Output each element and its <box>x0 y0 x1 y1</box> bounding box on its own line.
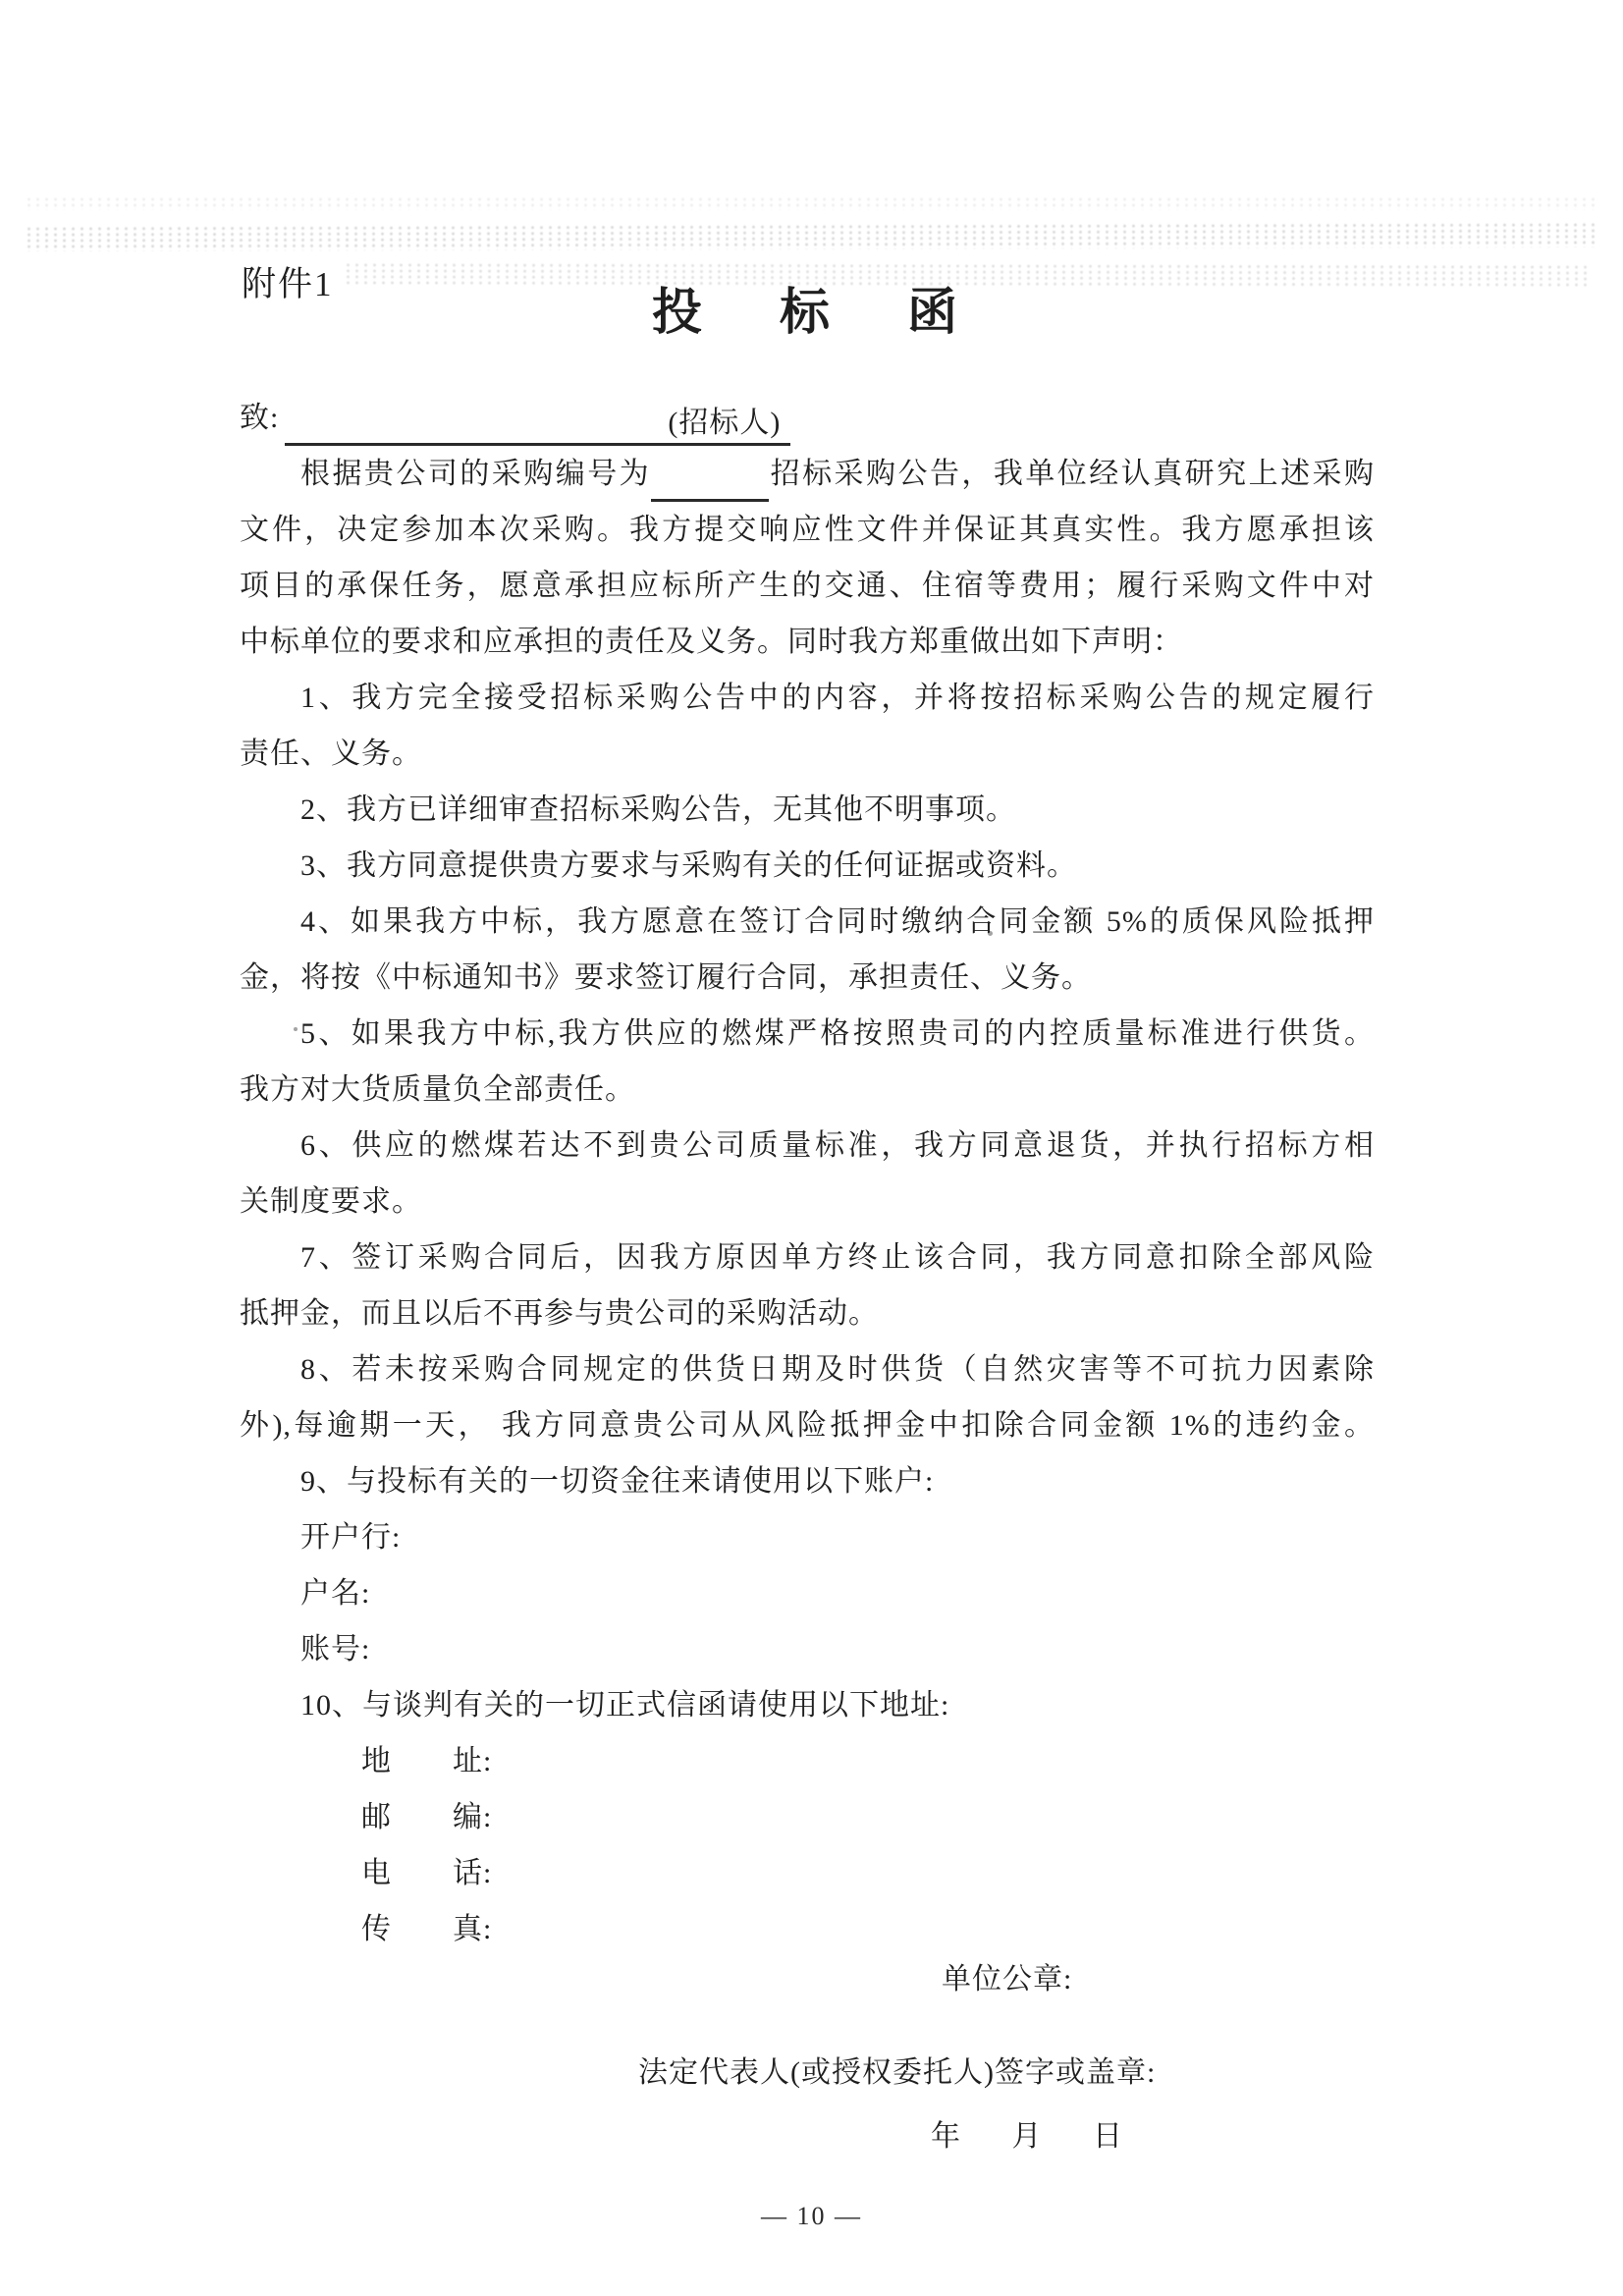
body-line: 4、如果我方中标，我方愿意在签订合同时缴纳合同金额 5%的质保风险抵押 <box>300 905 1375 938</box>
body-line: 7、签订采购合同后，因我方原因单方终止该合同，我方同意扣除全部风险 <box>300 1241 1375 1274</box>
body-line: 抵押金，而且以后不再参与贵公司的采购活动。 <box>240 1297 879 1330</box>
date-day-label: 日 <box>1093 2120 1123 2153</box>
body-line: 金，将按《中标通知书》要求签订履行合同，承担责任、义务。 <box>240 961 1092 994</box>
line-text: 根据贵公司的采购编号为 <box>300 458 652 490</box>
salutation-label: 致: <box>240 402 280 434</box>
account-field-label: 开户行: <box>300 1521 402 1554</box>
document-title: 投 标 函 <box>651 286 971 341</box>
field-label <box>300 1901 493 1957</box>
salutation-line <box>240 390 1375 446</box>
line-text: 招标采购公告，我单位经认真研究上述采购 <box>769 458 1376 490</box>
recipient-blank-underline <box>285 404 790 446</box>
body-line: 关制度要求。 <box>240 1185 422 1218</box>
attachment-label: 附件1 <box>242 265 334 303</box>
scan-noise-band <box>25 196 1596 210</box>
body-line: 项目的承保任务，愿意承担应标所产生的交通、住宿等费用；履行采购文件中对 <box>240 570 1375 602</box>
legal-representative-label: 法定代表人(或授权委托人)签字或盖章: <box>638 2056 1157 2089</box>
label-part: 邮 <box>361 1801 392 1833</box>
body-line: 文件，决定参加本次采购。我方提交响应性文件并保证其真实性。我方愿承担该 <box>240 514 1375 546</box>
address-field-label <box>240 1901 1375 1957</box>
label-part: 电 <box>361 1857 392 1889</box>
body-line: 中标单位的要求和应承担的责任及义务。同时我方郑重做出如下声明： <box>240 626 1183 658</box>
date-year-label: 年 <box>931 2120 961 2153</box>
body-line: 2、我方已详细审查招标采购公告，无其他不明事项。 <box>300 793 1016 826</box>
account-field-label: 账号: <box>300 1633 371 1666</box>
label-part: 传 <box>361 1913 392 1945</box>
body-line: 责任、义务。 <box>240 738 422 770</box>
address-field-label <box>240 1845 1375 1901</box>
field-label <box>300 1789 493 1845</box>
date-line <box>931 2111 1123 2155</box>
body-line: 1、我方完全接受招标采购公告中的内容，并将按招标采购公告的规定履行 <box>300 682 1375 714</box>
address-field-label <box>240 1733 1375 1789</box>
label-part: 真: <box>453 1913 493 1945</box>
body-line: 6、供应的燃煤若达不到贵公司质量标准，我方同意退货，并执行招标方相 <box>300 1129 1375 1162</box>
scan-noise-band <box>25 222 1596 251</box>
company-seal-label: 单位公章: <box>942 1963 1073 1995</box>
field-label <box>300 1845 493 1901</box>
recipient-hint: (招标人) <box>668 407 782 439</box>
page-number: — 10 — <box>761 2202 862 2230</box>
field-label <box>300 1733 493 1789</box>
body-line: 我方对大货质量负全部责任。 <box>240 1073 635 1106</box>
address-field-label <box>240 1789 1375 1845</box>
body-line: 8、若未按采购合同规定的供货日期及时供货（自然灾害等不可抗力因素除 <box>300 1353 1375 1386</box>
label-part: 地 <box>361 1745 392 1777</box>
date-month-label: 月 <box>1011 2120 1043 2153</box>
label-part: 话: <box>453 1857 493 1889</box>
label-part: 址: <box>453 1745 493 1777</box>
body-line: 3、我方同意提供贵方要求与采购有关的任何证据或资料。 <box>300 849 1077 882</box>
body-line: 10、与谈判有关的一切正式信函请使用以下地址: <box>300 1689 950 1722</box>
body-line: 外),每逾期一天， 我方同意贵公司从风险抵押金中扣除合同金额 1%的违约金。 <box>240 1409 1375 1442</box>
body-line: 5、如果我方中标,我方供应的燃煤严格按照贵司的内控质量标准进行供货。 <box>300 1017 1375 1050</box>
label-part: 编: <box>453 1801 493 1833</box>
body-line: 9、与投标有关的一切资金往来请使用以下账户: <box>300 1465 935 1498</box>
paragraph-line-with-blank <box>240 446 1375 502</box>
document-body <box>240 390 1375 1957</box>
account-field-label: 户名: <box>300 1577 371 1610</box>
